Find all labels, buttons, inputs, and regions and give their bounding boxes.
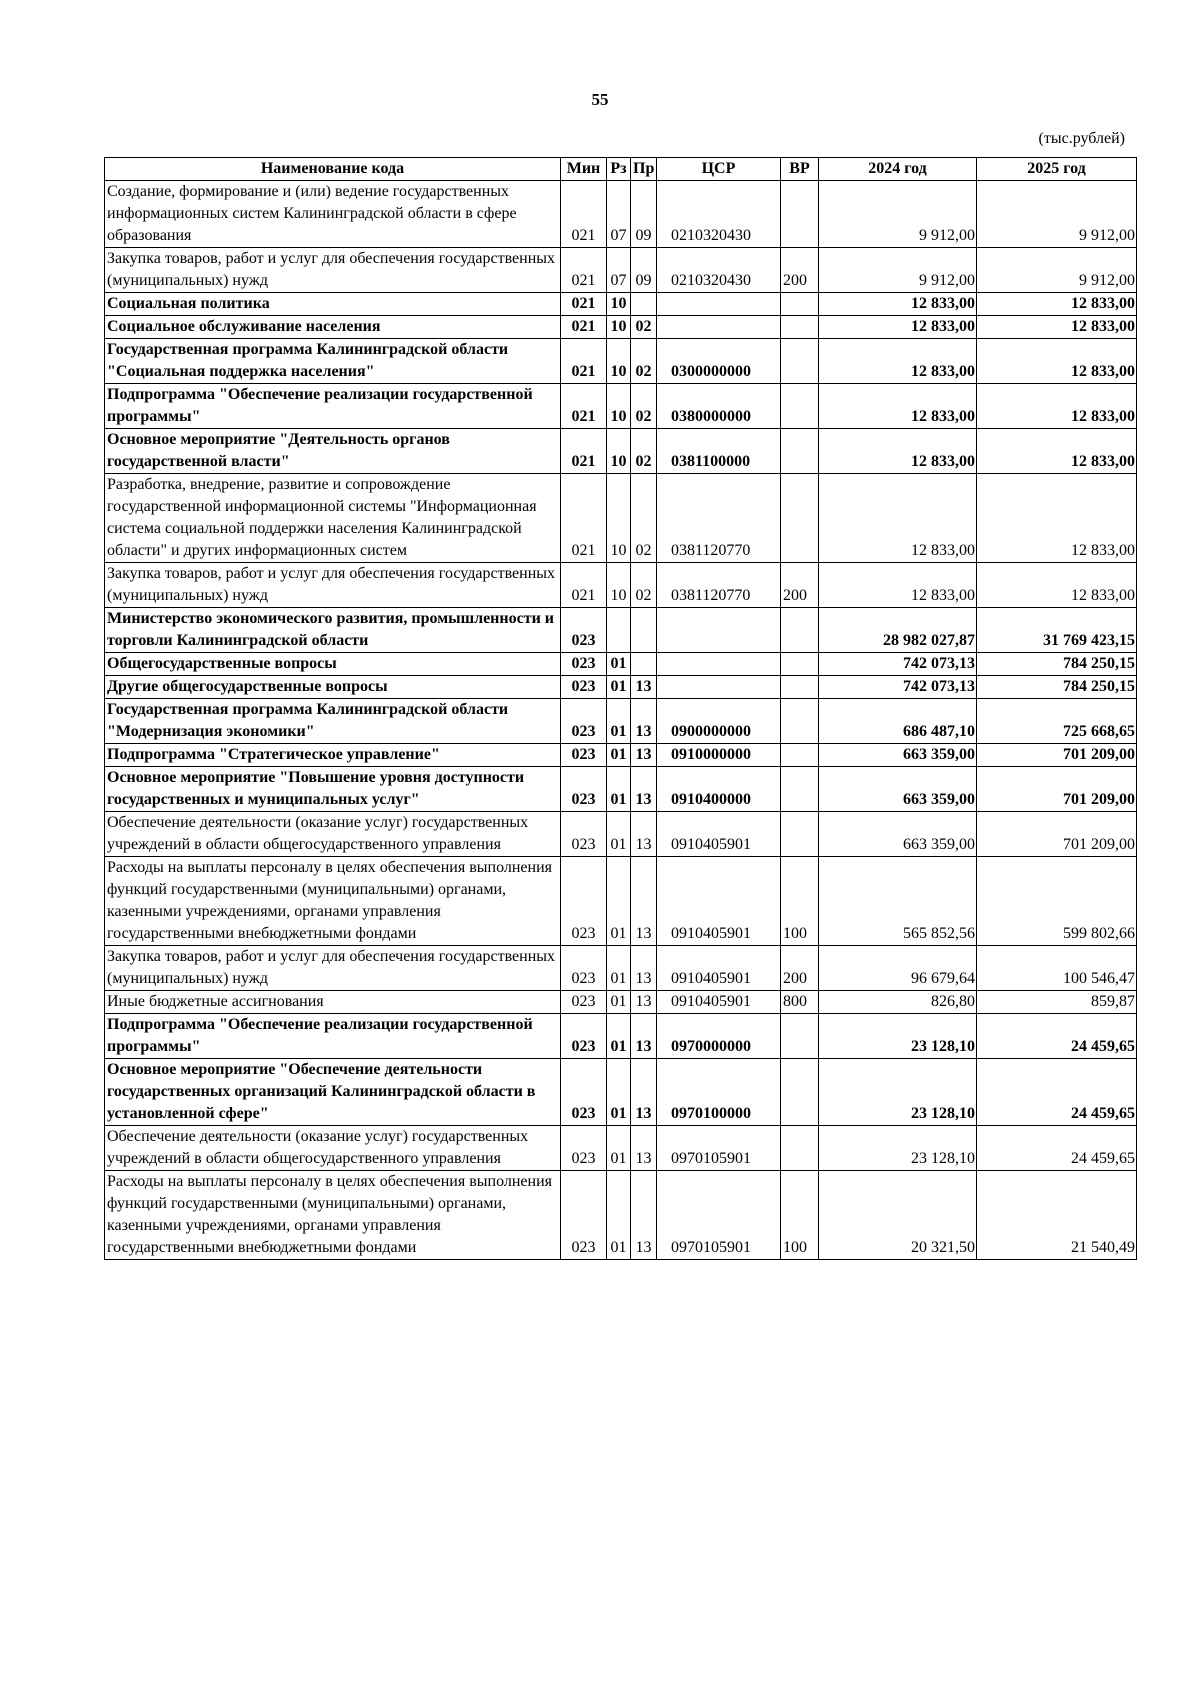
row-value-2024: 9 912,00 xyxy=(819,181,977,248)
row-rz: 01 xyxy=(607,699,631,744)
row-value-2024: 12 833,00 xyxy=(819,563,977,608)
row-name: Общегосударственные вопросы xyxy=(105,653,561,676)
row-name: Подпрограмма "Обеспечение реализации государственной программы" xyxy=(105,1014,561,1059)
row-name: Закупка товаров, работ и услуг для обеспечения государственных (муниципальных) нужд xyxy=(105,563,561,608)
row-name: Министерство экономического развития, промышленности и торговли Калининградской области xyxy=(105,608,561,653)
row-value-2025: 12 833,00 xyxy=(977,474,1137,563)
row-rz: 10 xyxy=(607,293,631,316)
row-value-2024: 12 833,00 xyxy=(819,316,977,339)
table-row xyxy=(105,316,1137,339)
row-name: Закупка товаров, работ и услуг для обеспечения государственных (муниципальных) нужд xyxy=(105,248,561,293)
row-vr xyxy=(781,181,819,248)
row-pr xyxy=(631,653,657,676)
row-csr: 0970000000 xyxy=(657,1014,781,1059)
row-csr: 0970105901 xyxy=(657,1126,781,1171)
row-pr: 13 xyxy=(631,744,657,767)
row-vr: 100 xyxy=(781,857,819,946)
header-2024: 2024 год xyxy=(819,158,977,181)
table-row xyxy=(105,1126,1137,1171)
row-name: Другие общегосударственные вопросы xyxy=(105,676,561,699)
row-value-2024: 12 833,00 xyxy=(819,474,977,563)
header-pr: Пр xyxy=(631,158,657,181)
units-label: (тыс.рублей) xyxy=(1038,130,1125,147)
row-pr: 02 xyxy=(631,339,657,384)
row-value-2024: 663 359,00 xyxy=(819,744,977,767)
row-pr: 13 xyxy=(631,1014,657,1059)
budget-table xyxy=(104,157,1137,1260)
row-csr xyxy=(657,608,781,653)
row-rz xyxy=(607,608,631,653)
row-csr: 0970105901 xyxy=(657,1171,781,1260)
row-value-2025: 9 912,00 xyxy=(977,181,1137,248)
row-csr: 0300000000 xyxy=(657,339,781,384)
row-value-2025: 784 250,15 xyxy=(977,653,1137,676)
row-name: Разработка, внедрение, развитие и сопровождение государственной информационной системы "Информационная система социальной поддержки населения Калининградской области" и других информационных систем xyxy=(105,474,561,563)
row-vr xyxy=(781,767,819,812)
row-csr: 0210320430 xyxy=(657,181,781,248)
row-pr xyxy=(631,293,657,316)
row-name: Социальное обслуживание населения xyxy=(105,316,561,339)
row-min: 023 xyxy=(561,676,607,699)
header-rz: Рз xyxy=(607,158,631,181)
row-min: 021 xyxy=(561,563,607,608)
row-min: 023 xyxy=(561,699,607,744)
row-rz: 10 xyxy=(607,474,631,563)
row-value-2025: 12 833,00 xyxy=(977,563,1137,608)
row-value-2025: 701 209,00 xyxy=(977,767,1137,812)
table-body xyxy=(105,181,1137,1260)
row-pr: 09 xyxy=(631,181,657,248)
row-min: 023 xyxy=(561,1126,607,1171)
row-value-2025: 701 209,00 xyxy=(977,812,1137,857)
row-value-2024: 663 359,00 xyxy=(819,812,977,857)
table-row xyxy=(105,563,1137,608)
row-min: 023 xyxy=(561,653,607,676)
row-pr: 02 xyxy=(631,429,657,474)
row-csr: 0381120770 xyxy=(657,563,781,608)
row-csr: 0910405901 xyxy=(657,812,781,857)
row-rz: 01 xyxy=(607,676,631,699)
row-rz: 01 xyxy=(607,946,631,991)
row-pr: 13 xyxy=(631,946,657,991)
row-min: 021 xyxy=(561,384,607,429)
row-rz: 07 xyxy=(607,181,631,248)
table-row xyxy=(105,384,1137,429)
row-csr xyxy=(657,676,781,699)
row-value-2025: 725 668,65 xyxy=(977,699,1137,744)
row-csr: 0210320430 xyxy=(657,248,781,293)
row-rz: 01 xyxy=(607,812,631,857)
row-name: Государственная программа Калининградской области "Модернизация экономики" xyxy=(105,699,561,744)
row-vr xyxy=(781,1059,819,1126)
row-csr: 0910000000 xyxy=(657,744,781,767)
row-vr xyxy=(781,316,819,339)
row-csr: 0381100000 xyxy=(657,429,781,474)
row-vr: 100 xyxy=(781,1171,819,1260)
row-rz: 10 xyxy=(607,384,631,429)
row-csr: 0970100000 xyxy=(657,1059,781,1126)
row-vr xyxy=(781,1126,819,1171)
row-name: Расходы на выплаты персоналу в целях обеспечения выполнения функций государственными (муниципальными) органами, казенными учреждениями, органами управления государственными внебюджетными фондами xyxy=(105,1171,561,1260)
row-csr: 0910405901 xyxy=(657,991,781,1014)
row-min: 023 xyxy=(561,1014,607,1059)
row-value-2025: 12 833,00 xyxy=(977,429,1137,474)
table-row xyxy=(105,991,1137,1014)
header-min: Мин xyxy=(561,158,607,181)
row-value-2024: 686 487,10 xyxy=(819,699,977,744)
row-name: Создание, формирование и (или) ведение государственных информационных систем Калининградской области в сфере образования xyxy=(105,181,561,248)
row-value-2025: 859,87 xyxy=(977,991,1137,1014)
row-pr: 13 xyxy=(631,767,657,812)
row-name: Социальная политика xyxy=(105,293,561,316)
row-vr xyxy=(781,384,819,429)
row-name: Обеспечение деятельности (оказание услуг) государственных учреждений в области общегосударственного управления xyxy=(105,1126,561,1171)
table-row xyxy=(105,248,1137,293)
row-value-2025: 100 546,47 xyxy=(977,946,1137,991)
row-rz: 01 xyxy=(607,1059,631,1126)
row-min: 023 xyxy=(561,857,607,946)
row-vr: 200 xyxy=(781,946,819,991)
row-vr xyxy=(781,676,819,699)
row-vr xyxy=(781,429,819,474)
row-rz: 07 xyxy=(607,248,631,293)
table-row xyxy=(105,181,1137,248)
row-pr: 13 xyxy=(631,812,657,857)
row-value-2024: 23 128,10 xyxy=(819,1059,977,1126)
row-pr: 02 xyxy=(631,563,657,608)
row-name: Подпрограмма "Обеспечение реализации государственной программы" xyxy=(105,384,561,429)
row-pr: 13 xyxy=(631,1059,657,1126)
row-vr xyxy=(781,653,819,676)
row-pr: 13 xyxy=(631,676,657,699)
table-header-row xyxy=(105,158,1137,181)
row-value-2025: 24 459,65 xyxy=(977,1014,1137,1059)
row-value-2024: 23 128,10 xyxy=(819,1126,977,1171)
row-rz: 10 xyxy=(607,563,631,608)
row-rz: 01 xyxy=(607,767,631,812)
row-rz: 01 xyxy=(607,1171,631,1260)
row-pr: 02 xyxy=(631,316,657,339)
row-min: 021 xyxy=(561,181,607,248)
table-row xyxy=(105,653,1137,676)
row-name: Подпрограмма "Стратегическое управление" xyxy=(105,744,561,767)
row-value-2025: 24 459,65 xyxy=(977,1126,1137,1171)
row-vr: 200 xyxy=(781,563,819,608)
row-vr xyxy=(781,744,819,767)
row-csr: 0380000000 xyxy=(657,384,781,429)
row-rz: 01 xyxy=(607,744,631,767)
row-vr xyxy=(781,1014,819,1059)
row-csr: 0381120770 xyxy=(657,474,781,563)
row-min: 023 xyxy=(561,946,607,991)
row-csr: 0900000000 xyxy=(657,699,781,744)
row-rz: 01 xyxy=(607,991,631,1014)
table-row xyxy=(105,1014,1137,1059)
header-name: Наименование кода xyxy=(105,158,561,181)
row-csr: 0910400000 xyxy=(657,767,781,812)
row-value-2024: 12 833,00 xyxy=(819,339,977,384)
row-pr: 13 xyxy=(631,1126,657,1171)
row-pr xyxy=(631,608,657,653)
table-row xyxy=(105,1059,1137,1126)
row-value-2025: 24 459,65 xyxy=(977,1059,1137,1126)
row-value-2025: 12 833,00 xyxy=(977,293,1137,316)
row-csr xyxy=(657,653,781,676)
table-row xyxy=(105,767,1137,812)
row-vr xyxy=(781,293,819,316)
row-min: 023 xyxy=(561,608,607,653)
row-pr: 02 xyxy=(631,384,657,429)
row-min: 023 xyxy=(561,744,607,767)
table-row xyxy=(105,676,1137,699)
row-value-2024: 12 833,00 xyxy=(819,384,977,429)
header-vr: ВР xyxy=(781,158,819,181)
row-rz: 10 xyxy=(607,339,631,384)
row-pr: 13 xyxy=(631,699,657,744)
row-rz: 01 xyxy=(607,1014,631,1059)
row-value-2025: 12 833,00 xyxy=(977,316,1137,339)
row-csr xyxy=(657,316,781,339)
row-rz: 01 xyxy=(607,653,631,676)
row-rz: 10 xyxy=(607,429,631,474)
table-row xyxy=(105,474,1137,563)
row-value-2025: 784 250,15 xyxy=(977,676,1137,699)
row-value-2024: 826,80 xyxy=(819,991,977,1014)
row-min: 021 xyxy=(561,429,607,474)
row-name: Обеспечение деятельности (оказание услуг) государственных учреждений в области общегосударственного управления xyxy=(105,812,561,857)
row-value-2024: 9 912,00 xyxy=(819,248,977,293)
row-csr: 0910405901 xyxy=(657,857,781,946)
row-vr: 200 xyxy=(781,248,819,293)
row-value-2024: 663 359,00 xyxy=(819,767,977,812)
row-value-2025: 12 833,00 xyxy=(977,339,1137,384)
row-value-2025: 21 540,49 xyxy=(977,1171,1137,1260)
row-value-2024: 23 128,10 xyxy=(819,1014,977,1059)
row-value-2024: 20 321,50 xyxy=(819,1171,977,1260)
row-min: 023 xyxy=(561,812,607,857)
row-min: 023 xyxy=(561,991,607,1014)
table-row xyxy=(105,429,1137,474)
row-value-2025: 31 769 423,15 xyxy=(977,608,1137,653)
table-row xyxy=(105,857,1137,946)
row-vr xyxy=(781,339,819,384)
row-min: 021 xyxy=(561,339,607,384)
row-value-2024: 742 073,13 xyxy=(819,676,977,699)
row-min: 023 xyxy=(561,1059,607,1126)
row-name: Основное мероприятие "Деятельность органов государственной власти" xyxy=(105,429,561,474)
row-value-2025: 701 209,00 xyxy=(977,744,1137,767)
row-vr xyxy=(781,699,819,744)
row-min: 021 xyxy=(561,293,607,316)
table-row xyxy=(105,293,1137,316)
row-rz: 01 xyxy=(607,1126,631,1171)
table-row xyxy=(105,946,1137,991)
header-2025: 2025 год xyxy=(977,158,1137,181)
row-min: 023 xyxy=(561,1171,607,1260)
row-csr: 0910405901 xyxy=(657,946,781,991)
table-row xyxy=(105,608,1137,653)
header-csr: ЦСР xyxy=(657,158,781,181)
row-value-2024: 12 833,00 xyxy=(819,293,977,316)
row-vr: 800 xyxy=(781,991,819,1014)
row-name: Закупка товаров, работ и услуг для обеспечения государственных (муниципальных) нужд xyxy=(105,946,561,991)
row-name: Государственная программа Калининградской области "Социальная поддержка населения" xyxy=(105,339,561,384)
row-rz: 10 xyxy=(607,316,631,339)
row-min: 021 xyxy=(561,248,607,293)
row-value-2024: 96 679,64 xyxy=(819,946,977,991)
row-value-2025: 12 833,00 xyxy=(977,384,1137,429)
table-row xyxy=(105,699,1137,744)
row-rz: 01 xyxy=(607,857,631,946)
row-csr xyxy=(657,293,781,316)
row-pr: 13 xyxy=(631,1171,657,1260)
row-value-2024: 742 073,13 xyxy=(819,653,977,676)
page-number: 55 xyxy=(591,90,609,109)
row-pr: 02 xyxy=(631,474,657,563)
row-value-2025: 9 912,00 xyxy=(977,248,1137,293)
row-min: 023 xyxy=(561,767,607,812)
row-value-2024: 12 833,00 xyxy=(819,429,977,474)
row-vr xyxy=(781,812,819,857)
row-pr: 13 xyxy=(631,991,657,1014)
table-row xyxy=(105,744,1137,767)
row-value-2024: 565 852,56 xyxy=(819,857,977,946)
row-vr xyxy=(781,608,819,653)
row-name: Иные бюджетные ассигнования xyxy=(105,991,561,1014)
row-min: 021 xyxy=(561,316,607,339)
row-value-2024: 28 982 027,87 xyxy=(819,608,977,653)
row-pr: 13 xyxy=(631,857,657,946)
row-vr xyxy=(781,474,819,563)
row-name: Расходы на выплаты персоналу в целях обеспечения выполнения функций государственными (муниципальными) органами, казенными учреждениями, органами управления государственными внебюджетными фондами xyxy=(105,857,561,946)
table-row xyxy=(105,339,1137,384)
row-name: Основное мероприятие "Обеспечение деятельности государственных организаций Калининградской области в установленной сфере" xyxy=(105,1059,561,1126)
table-row xyxy=(105,812,1137,857)
table-row xyxy=(105,1171,1137,1260)
row-name: Основное мероприятие "Повышение уровня доступности государственных и муниципальных услуг" xyxy=(105,767,561,812)
row-min: 021 xyxy=(561,474,607,563)
row-value-2025: 599 802,66 xyxy=(977,857,1137,946)
row-pr: 09 xyxy=(631,248,657,293)
